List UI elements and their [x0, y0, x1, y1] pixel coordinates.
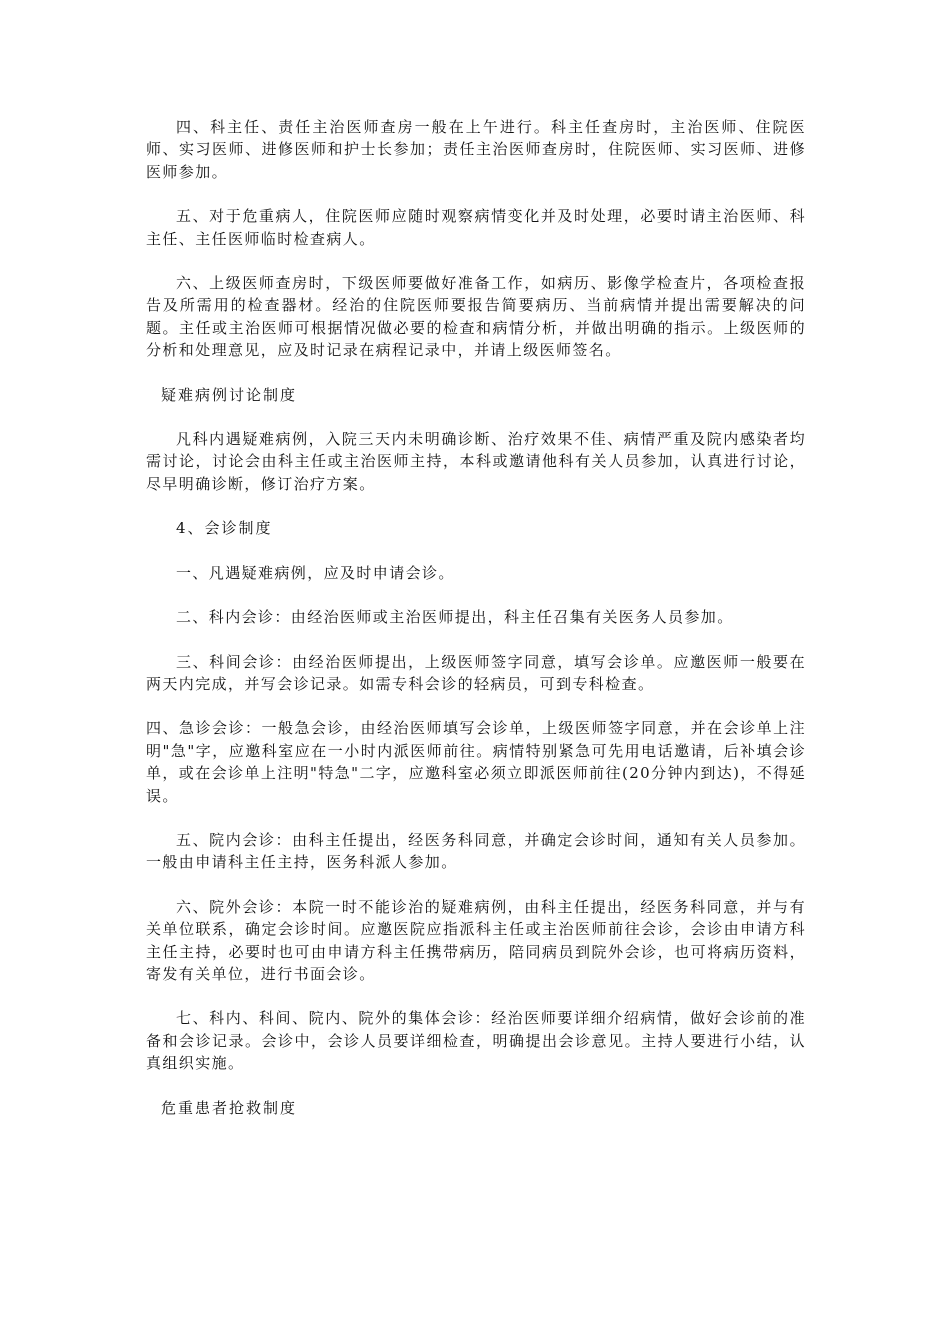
paragraph-consult-1: 一、凡遇疑难病例，应及时申请会诊。	[176, 563, 455, 582]
section-heading-difficult-cases: 疑难病例讨论制度	[161, 385, 298, 404]
paragraph-rounds-6: 六、上级医师查房时，下级医师要做好准备工作，如病历、影像学检查片，各项检查报告及所需用的检查器材。经治的住院医师要报告简要病历、当前病情并提出需要解决的问题。主任或主治医师可根据情况做必要的检查和病情分析，并做出明确的指示。上级医师的分析和处理意见，应及时记录在病程记录中，并请上级医师签名。	[146, 274, 806, 360]
section-heading-consultation: 4、会诊制度	[176, 519, 273, 538]
paragraph-consult-4: 四、急诊会诊：一般急会诊，由经治医师填写会诊单，上级医师签字同意，并在会诊单上注明"急"字，应邀科室应在一小时内派医师前往。病情特别紧急可先用电话邀请，后补填会诊单，或在会诊单上注明"特急"二字，应邀科室必须立即派医师前往(20分钟内到达)，不得延误。	[146, 719, 806, 805]
paragraph-rounds-4: 四、科主任、责任主治医师查房一般在上午进行。科主任查房时，主治医师、住院医师、实习医师、进修医师和护士长参加；责任主治医师查房时，住院医师、实习医师、进修医师参加。	[146, 118, 806, 181]
paragraph-consult-7: 七、科内、科间、院内、院外的集体会诊：经治医师要详细介绍病情，做好会诊前的准备和会诊记录。会诊中，会诊人员要详细检查，明确提出会诊意见。主持人要进行小结，认真组织实施。	[146, 1009, 806, 1073]
section-heading-critical-rescue: 危重患者抢救制度	[161, 1098, 298, 1117]
paragraph-consult-6: 六、院外会诊：本院一时不能诊治的疑难病例，由科主任提出，经医务科同意，并与有关单位联系，确定会诊时间。应邀医院应指派科主任或主治医师前往会诊，会诊由申请方科主任主持，必要时也可由申请方科主任携带病历，陪同病员到院外会诊，也可将病历资料，寄发有关单位，进行书面会诊。	[146, 897, 806, 983]
paragraph-consult-3: 三、科间会诊：由经治医师提出，上级医师签字同意，填写会诊单。应邀医师一般要在两天内完成，并写会诊记录。如需专科会诊的轻病员，可到专科检查。	[146, 652, 806, 693]
paragraph-rounds-5: 五、对于危重病人，住院医师应随时观察病情变化并及时处理，必要时请主治医师、科主任、主任医师临时检查病人。	[146, 207, 806, 248]
paragraph-difficult-cases: 凡科内遇疑难病例，入院三天内未明确诊断、治疗效果不佳、病情严重及院内感染者均需讨论，讨论会由科主任或主治医师主持，本科或邀请他科有关人员参加，认真进行讨论，尽早明确诊断，修订治疗方案。	[146, 430, 806, 493]
paragraph-consult-2: 二、科内会诊：由经治医师或主治医师提出，科主任召集有关医务人员参加。	[176, 608, 734, 627]
paragraph-consult-5: 五、院内会诊：由科主任提出，经医务科同意，并确定会诊时间，通知有关人员参加。一般由申请科主任主持，医务科派人参加。	[146, 830, 806, 872]
document-page	[146, 116, 806, 1119]
